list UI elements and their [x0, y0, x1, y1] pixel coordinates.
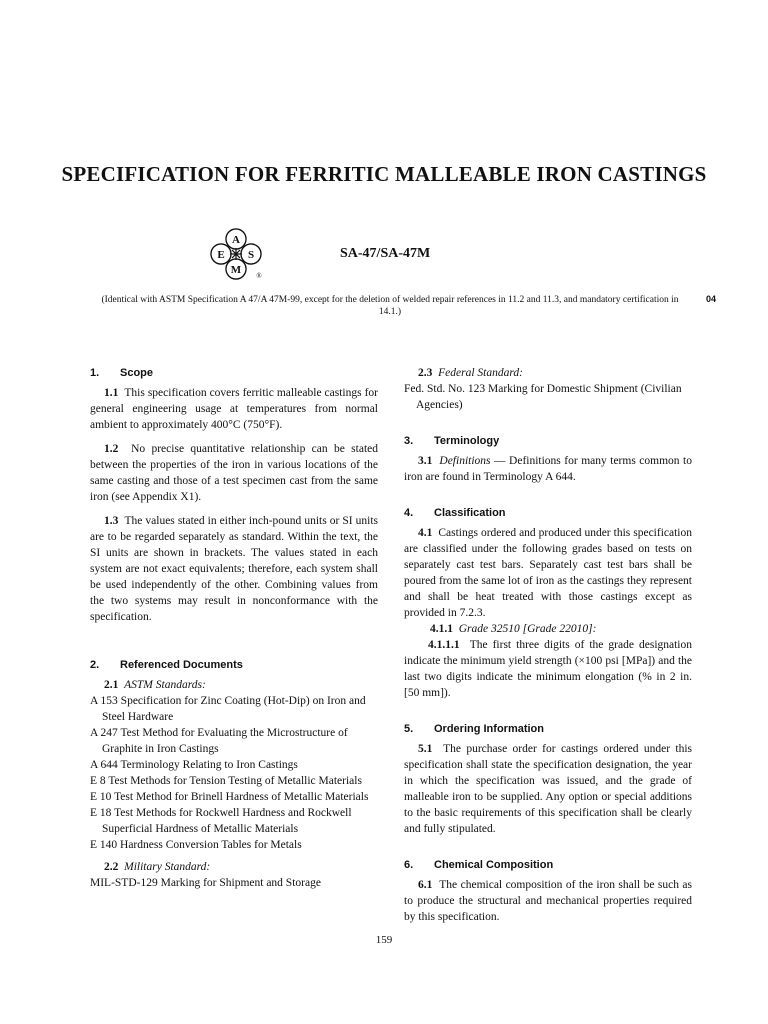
paragraph-1-1: 1.1 This specification covers ferritic malleable castings for general engineering usage at temperatures from normal ambient to approximately 400°C (750°F). — [90, 387, 379, 431]
section-5-heading — [404, 721, 692, 737]
section-number: 2. — [90, 659, 100, 671]
revision-margin-mark: 04 — [706, 294, 717, 304]
military-standard-item: MIL-STD-129 Marking for Shipment and Storage — [90, 877, 321, 889]
reference-item: E 8 Test Methods for Tension Testing of Metallic Materials — [90, 775, 362, 787]
page-number: 159 — [375, 934, 393, 946]
paragraph-4-1: 4.1 Castings ordered and produced under this specification are classified under the following grades based on tests on separately cast test bars. Separately cast test bars shall be poured from the same lot of iron as the castings they represent and shall be heat treated with those castings except as provided in 7.2.3. — [404, 527, 692, 619]
section-3-heading — [404, 433, 692, 449]
logo-letter-m: M — [230, 264, 242, 276]
section-title: Referenced Documents — [120, 659, 243, 671]
subsection-2-1: 2.1 ASTM Standards: — [104, 679, 206, 691]
reference-item: E 10 Test Method for Brinell Hardness of Metallic Materials — [90, 791, 369, 803]
section-title: Terminology — [434, 435, 500, 447]
asme-logo — [208, 226, 264, 282]
paragraph-1-3: 1.3 The values stated in either inch-pound units or SI units are to be regarded separately as standard. Within the text, the SI units are shown in brackets. The values stated in each system are not exact equivalents; therefore, each system shall be used independently of the other. Combining values from the two systems may result in nonconformance with the specification. — [90, 515, 378, 623]
reference-item: A 644 Terminology Relating to Iron Castings — [90, 759, 298, 771]
section-number: 6. — [404, 859, 414, 871]
reference-item: A 153 Specification for Zinc Coating (Hot-Dip) on Iron and Steel Hardware — [90, 695, 366, 723]
paragraph-4-1-1: 4.1.1 Grade 32510 [Grade 22010]: — [430, 623, 597, 635]
identity-note: (Identical with ASTM Specification A 47/A 47M-99, except for the deletion of welded repair references in 11.2 and 11.3, and mandatory certification in 14.1.) — [101, 295, 679, 317]
subsection-2-3: 2.3 Federal Standard: — [418, 367, 523, 379]
paragraph-4-1-1-1: 4.1.1.1 The first three digits of the grade designation indicate the minimum yield strength (×100 psi [MPa]) and the last two digits indicate the minimum elongation (% in 2 in. [50 mm]). — [404, 639, 693, 699]
paragraph-6-1: 6.1 The chemical composition of the iron shall be such as to produce the structural and mechanical properties required by this specification. — [404, 879, 692, 923]
paragraph-3-1: 3.1 Definitions — Definitions for many terms common to iron are found in Terminology A 644. — [404, 455, 693, 483]
reference-item: A 247 Test Method for Evaluating the Microstructure of Graphite in Iron Castings — [90, 727, 348, 755]
logo-registered: ® — [256, 272, 262, 280]
logo-letter-e: E — [217, 249, 225, 261]
left-column — [90, 365, 378, 891]
section-number: 3. — [404, 435, 414, 447]
subsection-2-2: 2.2 Military Standard: — [104, 861, 211, 873]
section-4-heading — [404, 505, 692, 521]
paragraph-1-2: 1.2 No precise quantitative relationship can be stated between the properties of the iron in various locations of the same casting and those of a test specimen cast from the same iron (see Appendix X1). — [90, 443, 379, 503]
right-column — [404, 365, 692, 925]
section-title: Classification — [434, 507, 506, 519]
section-title: Chemical Composition — [434, 859, 554, 871]
reference-item: E 140 Hardness Conversion Tables for Metals — [90, 839, 302, 851]
reference-item: E 18 Test Methods for Rockwell Hardness and Rockwell Superficial Hardness of Metallic Materials — [90, 807, 352, 835]
section-title: Ordering Information — [434, 723, 544, 735]
spec-designation: SA-47/SA-47M — [340, 246, 431, 261]
section-number: 1. — [90, 367, 100, 379]
section-2-heading — [90, 657, 378, 673]
section-6-heading — [404, 857, 692, 873]
section-number: 4. — [404, 507, 414, 519]
logo-letter-a: A — [232, 234, 240, 246]
section-1-heading — [90, 365, 378, 381]
section-number: 5. — [404, 723, 414, 735]
federal-standard-item: Fed. Std. No. 123 Marking for Domestic Shipment (Civilian Agencies) — [404, 383, 682, 411]
section-title: Scope — [120, 367, 154, 379]
logo-letter-s: S — [247, 249, 255, 261]
document-title: SPECIFICATION FOR FERRITIC MALLEABLE IRON CASTINGS — [61, 162, 707, 186]
paragraph-5-1: 5.1 The purchase order for castings ordered under this specification shall state the specification designation, the year in which the specification was issued, and the grade of malleable iron to be supplied. Any option or special additions to the basic requirements of this specification shall be clearly and fully stipulated. — [404, 743, 692, 835]
